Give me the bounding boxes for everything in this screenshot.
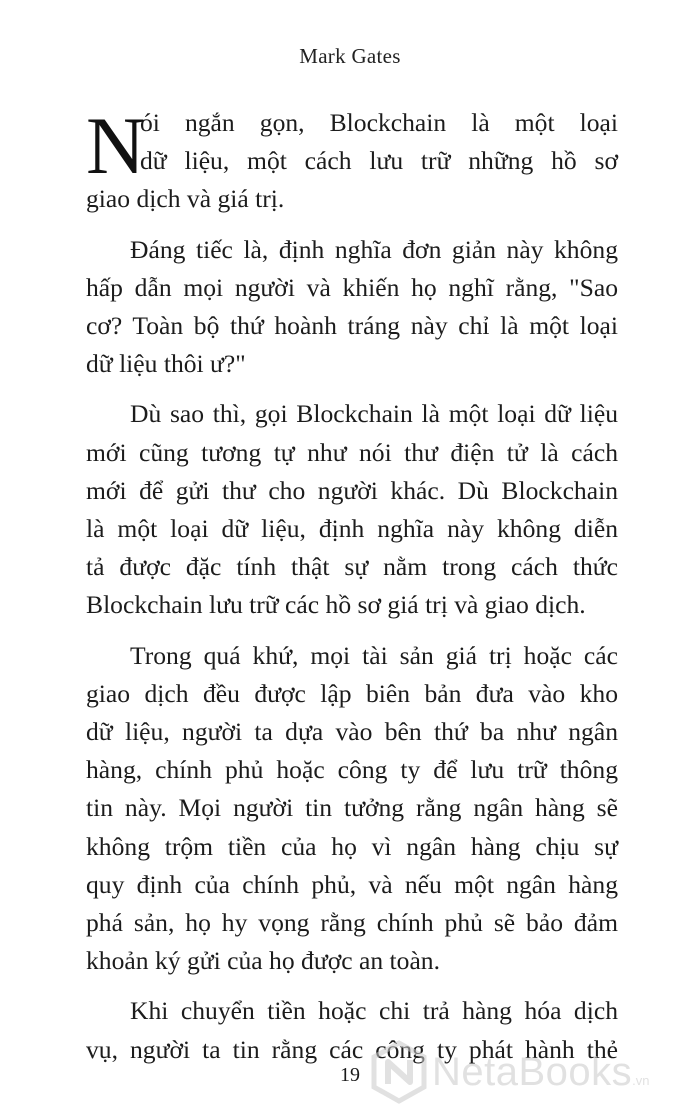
paragraph-4 — [86, 637, 618, 981]
paragraph-line: Trong quá khứ, mọi tài sản giá trị hoặc các — [130, 640, 618, 670]
paragraph-line: vụ, người ta tin rằng các công ty phát hành thẻ — [86, 1034, 618, 1064]
paragraph-2 — [86, 231, 618, 384]
paragraph-line: phá sản, họ hy vọng rằng chính phủ sẽ bảo đảm — [86, 908, 618, 938]
watermark — [370, 1034, 700, 1110]
paragraph-line: Dù sao thì, gọi Blockchain là một loại dữ liệu — [130, 399, 618, 429]
running-head: Mark Gates — [299, 44, 401, 68]
paragraph-1 — [86, 100, 618, 219]
paragraph-line: quy định của chính phủ, và nếu một ngân hàng — [86, 869, 618, 899]
paragraph-line: cơ? Toàn bộ thứ hoành tráng này chỉ là một loại — [86, 311, 618, 341]
paragraph-line: Đáng tiếc là, định nghĩa đơn giản này không — [130, 234, 618, 264]
body-text — [86, 100, 618, 1081]
paragraph-line: Khi chuyển tiền hoặc chi trả hàng hóa dịch — [130, 996, 618, 1026]
paragraph-line: tả được đặc tính thật sự nằm trong cách thức — [86, 552, 618, 582]
watermark-suffix: .vn — [632, 1073, 650, 1088]
paragraph-line: hàng, chính phủ hoặc công ty để lưu trữ thông — [86, 755, 618, 785]
paragraph-line: hấp dẫn mọi người và khiến họ nghĩ rằng, "Sao — [86, 272, 618, 302]
paragraph-line: giao dịch và giá trị. — [86, 184, 285, 214]
paragraph-line: giao dịch đều được lập biên bản đưa vào kho — [86, 678, 618, 708]
paragraph-3 — [86, 395, 618, 624]
paragraph-line: Blockchain lưu trữ các hồ sơ giá trị và giao dịch. — [86, 590, 586, 620]
watermark-text: NetaBooks — [432, 1049, 633, 1094]
paragraph-line: dữ liệu, người ta dựa vào bên thứ ba như ngân — [86, 717, 618, 747]
netabooks-logo-icon — [370, 1040, 428, 1104]
drop-cap: N — [86, 100, 146, 191]
paragraph-line: mới cũng tương tự như nói thư điện tử là cách — [86, 437, 618, 467]
paragraph-line: mới để gửi thư cho người khác. Dù Blockchain — [86, 475, 618, 505]
paragraph-line: dữ liệu thôi ư?" — [86, 349, 246, 379]
paragraph-line: ói ngắn gọn, Blockchain là một loại — [140, 108, 618, 137]
paragraph-line: là một loại dữ liệu, định nghĩa này không diễn — [86, 514, 618, 544]
paragraph-line: tin này. Mọi người tin tưởng rằng ngân hàng sẽ — [86, 793, 618, 823]
paragraph-line: dữ liệu, một cách lưu trữ những hồ sơ — [140, 146, 618, 176]
paragraph-line: khoản ký gửi của họ được an toàn. — [86, 946, 441, 976]
page-number: 19 — [340, 1064, 360, 1086]
paragraph-line: không trộm tiền của họ vì ngân hàng chịu sự — [86, 831, 618, 861]
